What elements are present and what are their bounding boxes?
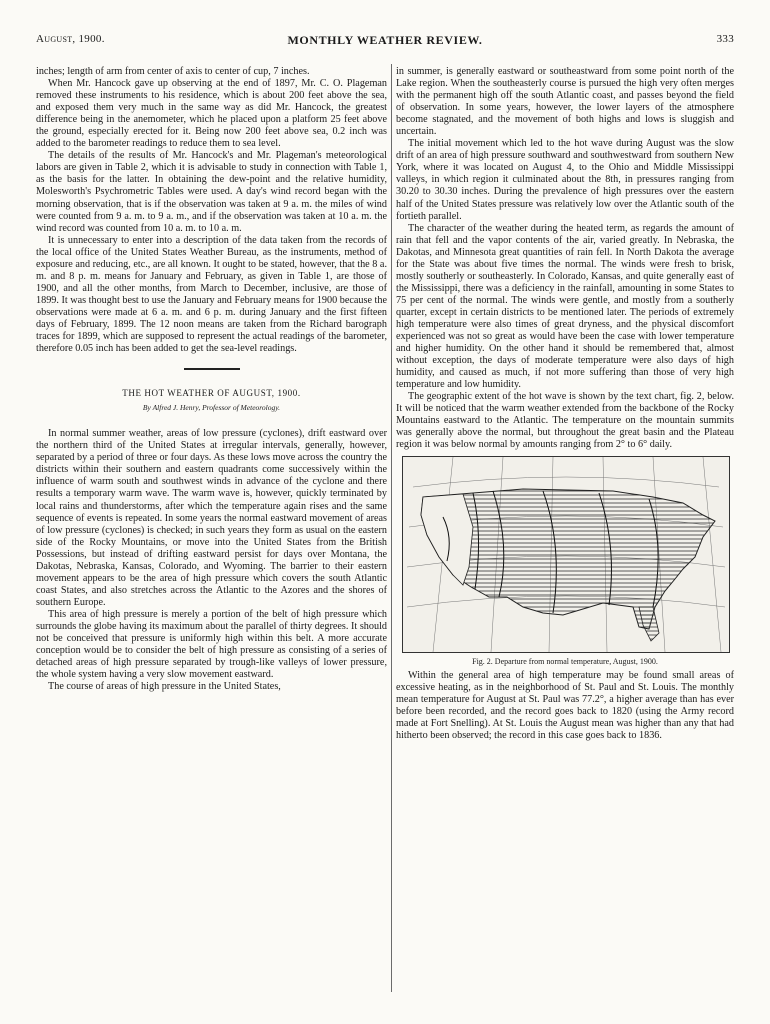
figure-caption: Fig. 2. Departure from normal temperature, August, 1900. bbox=[472, 656, 658, 666]
paragraph: inches; length of arm from center of axis to center of cup, 7 inches. bbox=[36, 66, 310, 77]
paragraph: The details of the results of Mr. Hancock's and Mr. Plageman's meteorological labors are given in Table 2, which it is advisable to study in connection with Table 1, as the basis for the latter. In obtaining the dew-point and the relative humidity, Molesworth's Psychrometric Tables were used. A day's wind record began with the morning observation, that is if the observation was taken at 9 a. m. the miles of wind were counted from 9 a. m. to 9 a. m., and if the observation was taken at 10 a. m. the wind record was counted from 10 a. m. to 10 a. m. bbox=[36, 150, 387, 234]
page-number: 333 bbox=[716, 33, 734, 45]
section-divider bbox=[36, 363, 387, 369]
temperature-departure-map bbox=[402, 456, 730, 653]
map-graphic bbox=[403, 457, 729, 652]
paragraph: in summer, is generally eastward or southeastward from some point north of the Lake region. When the southeasterly course is pursued the high very often merges with the permanent high off the south Atlantic coast, and passes beyond the field of observation. In some years, however, the lower layers of the atmosphere become stagnated, and the movement of both highs and lows is sluggish and uncertain. bbox=[396, 66, 734, 138]
paragraph: In normal summer weather, areas of low pressure (cyclones), drift eastward over the northern third of the United States at irregular intervals, generally, however, separated by a period of three or four days. As these lows move across the country the districts within their southern and eastern quadrants come successively within the influence of warm south and southwest winds in advance of the cyclone and there results a temporary warm wave. The warm wave is, however, quickly terminated by local rains and thunderstorms, after which the temperature again rises and the same sequence of events is repeated. In some years the normal eastward movement of areas of low pressure (cyclones) is checked; in such years they form as usual on the eastern side of the Rocky Mountains, or move into the United States from the British Possessions, but instead of drifting eastward persist for days over Montana, the Dakotas, Nebraska, Kansas, Colorado, and Wyoming. The barrier to their eastern movement appears to be the area of high pressure which covers the south Atlantic coast States, and also stretches across the Atlantic to the Azores and the shores of southern Europe. bbox=[36, 428, 387, 608]
paragraph: The initial movement which led to the hot wave during August was the slow drift of an area of high pressure southward and southwestward from southern New York, where it was located on August 4, to the Ohio and Middle Mississippi valleys, in which region it culminated about the 8th, in pressures ranging from 30.20 to 30.30 inches. During the prevalence of high pressures over the eastern half of the United States pressure was relatively low over the Atlantic south of the fortieth parallel. bbox=[396, 138, 734, 222]
article-byline: By Alfred J. Henry, Professor of Meteorology. bbox=[142, 403, 281, 413]
column-divider bbox=[391, 64, 392, 992]
left-column bbox=[36, 66, 387, 693]
paragraph: The geographic extent of the hot wave is shown by the text chart, fig. 2, below. It will be noticed that the warm weather extended from the backbone of the Rocky Mountains eastward to the Atlantic. The temperature on the mountain summits was generally above the normal, but throughout the great basin and the Plateau region it was below normal by amounts ranging from 2° to 6° daily. bbox=[396, 391, 734, 451]
article-title: THE HOT WEATHER OF AUGUST, 1900. bbox=[122, 388, 301, 399]
paragraph: The character of the weather during the heated term, as regards the amount of rain that fell and the vapor contents of the air, varied greatly. In Nebraska, the Dakotas, and Minnesota great quantities of rain fell. In North Dakota the average for the State was about five times the normal. The winds were fresh to brisk, mostly southerly or southeasterly. In Colorado, Kansas, and quite generally east of the Mississippi, there was a deficiency in the rainfall, amounting in some States to 75 per cent of the normal. The winds were gentle, and mostly from a southerly quarter, except in certain districts to be mentioned later. The periods of extremely high temperature were also times of great dryness, and the physical discomfort experienced was not so great as would have been the case with lower temperature and higher humidity. On the other hand it should be remembered that, almost without exception, the days of moderate temperature were also days of high humidity, and caused as much, if not more suffering than those of very high temperature and low humidity. bbox=[396, 222, 734, 391]
page-header bbox=[36, 33, 734, 49]
paragraph: The course of areas of high pressure in the United States, bbox=[48, 681, 281, 693]
right-column bbox=[396, 66, 734, 742]
issue-date: August, 1900. bbox=[36, 33, 105, 45]
paragraph: It is unnecessary to enter into a description of the data taken from the records of the local office of the United States Weather Bureau, as the instruments, method of exposure and reducing, etc., are all known. It ought to be stated, however, that the 8 a. m. and 8 p. m. means for January and February, as given in Table 1, are those of 1900, and all the other months, from March to December, inclusive, are those of 1899. It was thought best to use the January and February means for 1900 because the observations were made at 6 a. m. and 6 p. m. during January and the first fifteen days of February, 1899. The 12 noon means are taken from the Richard barograph traces for 1899, which are supposed to represent the actual readings of the barometer, therefore 0.05 inch has been added to get the sea-level readings. bbox=[36, 234, 387, 355]
paragraph: When Mr. Hancock gave up observing at the end of 1897, Mr. C. O. Plageman removed these instruments to his residence, which is about 200 feet above the sea, and exposed them very much in the same way as did Mr. Hancock, the greatest difference being in the anemometer, which he placed upon a platform 25 feet above the ground, especially erected for it. Being now 200 feet above sea, 0.2 inch was added to the barometer readings to reduce them to sea level. bbox=[36, 78, 387, 150]
paragraph: This area of high pressure is merely a portion of the belt of high pressure which surrounds the globe having its maximum about the parallel of thirty degrees. It should not be conceived that pressure is uniformly high within this belt. A more accurate conception would be to consider the belt of high pressure as consisting of a series of detached areas of high pressure separated by trough-like valleys of lower pressure, the whole system having a very slow movement eastward. bbox=[36, 608, 387, 681]
paragraph: Within the general area of high temperature may be found small areas of excessive heating, as in the neighborhood of St. Paul and St. Louis. The monthly mean temperature for August at St. Paul was 77.2°, a higher average than has ever before been recorded, and the record goes back to 1820 (using the Army record made at Fort Snelling). At St. Louis the August mean was higher than any that had hitherto been observed; the record in this case goes back to 1836. bbox=[396, 669, 734, 741]
journal-title: MONTHLY WEATHER REVIEW. bbox=[287, 33, 483, 47]
